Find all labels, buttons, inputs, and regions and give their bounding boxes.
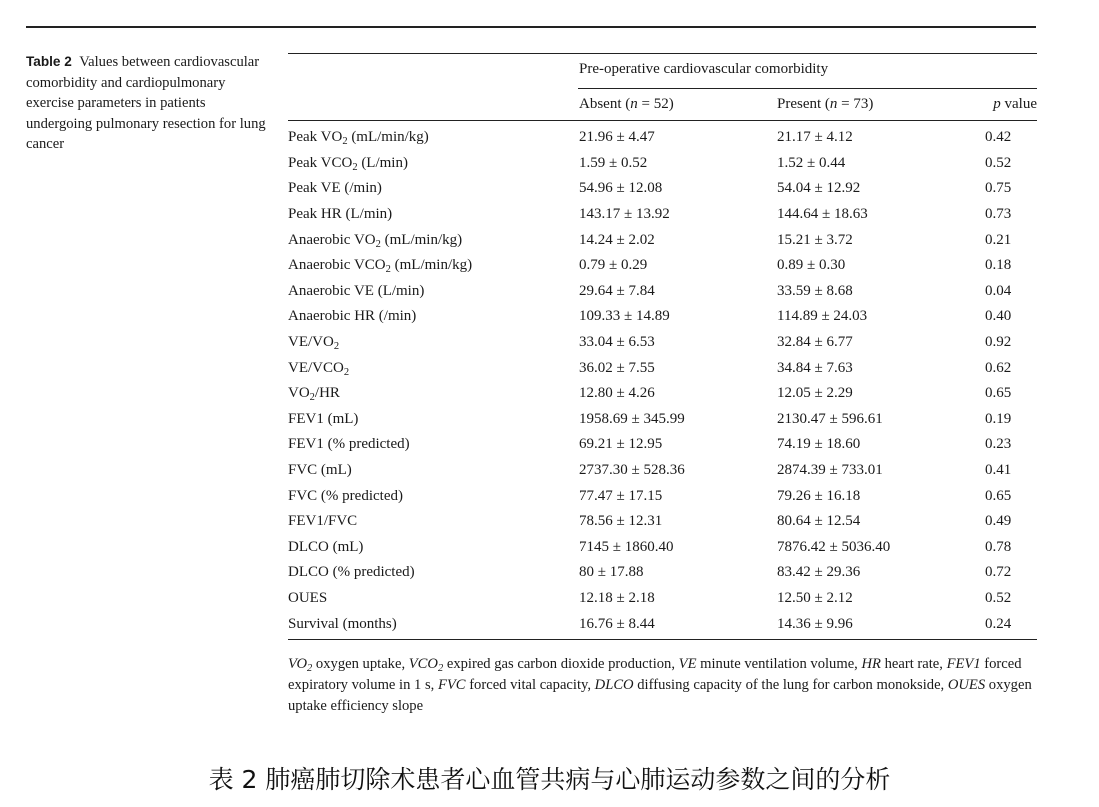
p-value-cell: 0.52: [985, 589, 1012, 606]
table-row: [288, 304, 1037, 330]
table-row: [288, 202, 1037, 228]
table-row: [288, 407, 1037, 433]
p-value-cell: 0.92: [985, 334, 1012, 351]
p-value-cell: 0.42: [985, 129, 1012, 146]
present-value-cell: 2874.39 ± 733.01: [777, 462, 883, 479]
absent-value-cell: 2737.30 ± 528.36: [579, 462, 685, 479]
present-value-cell: 83.42 ± 29.36: [777, 564, 861, 581]
present-value-cell: 2130.47 ± 596.61: [777, 410, 883, 427]
present-value-cell: 14.36 ± 9.96: [777, 615, 853, 632]
present-value-cell: 32.84 ± 6.77: [777, 334, 853, 351]
table-caption: [26, 52, 266, 155]
p-value-cell: 0.23: [985, 436, 1012, 453]
parameter-cell: Survival (months): [288, 615, 397, 632]
p-value-cell: 0.65: [985, 385, 1012, 402]
parameter-cell: DLCO (% predicted): [288, 564, 415, 581]
absent-value-cell: 16.76 ± 8.44: [579, 615, 655, 632]
table-row: [288, 560, 1037, 586]
parameter-cell: Peak VE (/min): [288, 180, 382, 197]
absent-value-cell: 14.24 ± 2.02: [579, 231, 655, 248]
absent-value-cell: 29.64 ± 7.84: [579, 282, 655, 299]
table-body: [288, 121, 1037, 639]
table-row: [288, 586, 1037, 612]
table-row: [288, 509, 1037, 535]
present-value-cell: 12.50 ± 2.12: [777, 589, 853, 606]
present-value-cell: 80.64 ± 12.54: [777, 513, 861, 530]
absent-header: Absent (n = 52): [579, 96, 674, 112]
present-value-cell: 12.05 ± 2.29: [777, 385, 853, 402]
table-row: [288, 381, 1037, 407]
absent-value-cell: 77.47 ± 17.15: [579, 487, 663, 504]
table-row: [288, 279, 1037, 305]
table-row: [288, 330, 1037, 356]
absent-value-cell: 7145 ± 1860.40: [579, 538, 674, 555]
p-value-header: p value: [993, 96, 1037, 112]
present-value-cell: 34.84 ± 7.63: [777, 359, 853, 376]
table-label: Table 2: [26, 54, 72, 69]
p-value-cell: 0.49: [985, 513, 1012, 530]
present-value-cell: 114.89 ± 24.03: [777, 308, 868, 325]
p-value-cell: 0.41: [985, 462, 1012, 479]
p-value-cell: 0.72: [985, 564, 1012, 581]
parameter-cell: Peak $VCO_2$ (L/min): [288, 154, 408, 173]
parameter-cell: Anaerobic $VO_2$ (mL/min/kg): [288, 231, 463, 250]
table-row: [288, 432, 1037, 458]
absent-value-cell: 54.96 ± 12.08: [579, 180, 663, 197]
table-row: [288, 151, 1037, 177]
absent-value-cell: 33.04 ± 6.53: [579, 334, 655, 351]
present-value-cell: 54.04 ± 12.92: [777, 180, 861, 197]
page-top-rule: [26, 26, 1036, 28]
chinese-caption: 表 2 肺癌肺切除术患者心血管共病与心肺运动参数之间的分析: [208, 765, 891, 794]
p-value-cell: 0.18: [985, 257, 1012, 274]
p-value-cell: 0.78: [985, 538, 1012, 555]
absent-value-cell: 0.79 ± 0.29: [579, 257, 648, 274]
p-value-cell: 0.04: [985, 282, 1012, 299]
p-value-cell: 0.52: [985, 154, 1012, 171]
present-value-cell: 74.19 ± 18.60: [777, 436, 861, 453]
spanner-header: Pre-operative cardiovascular comorbidity: [579, 61, 829, 77]
absent-value-cell: 143.17 ± 13.92: [579, 206, 670, 223]
absent-value-cell: 69.21 ± 12.95: [579, 436, 663, 453]
parameter-cell: Peak $VO_2$ (mL/min/kg): [288, 129, 429, 148]
absent-value-cell: 21.96 ± 4.47: [579, 129, 655, 146]
p-value-cell: 0.24: [985, 615, 1012, 632]
parameter-cell: FVC (mL): [288, 462, 352, 479]
p-value-cell: 0.40: [985, 308, 1012, 325]
parameter-cell: FEV1 (% predicted): [288, 436, 410, 453]
table-row: [288, 483, 1037, 509]
present-value-cell: 7876.42 ± 5036.40: [777, 538, 891, 555]
p-value-cell: 0.73: [985, 206, 1012, 223]
p-value-cell: 0.21: [985, 231, 1012, 248]
absent-value-cell: 80 ± 17.88: [579, 564, 644, 581]
present-value-cell: 144.64 ± 18.63: [777, 206, 868, 223]
present-value-cell: 33.59 ± 8.68: [777, 282, 853, 299]
absent-value-cell: 78.56 ± 12.31: [579, 513, 663, 530]
table-row: [288, 535, 1037, 561]
parameter-cell: FEV1/FVC: [288, 513, 358, 530]
parameter-cell: $VE/VCO_2$: [288, 359, 350, 378]
parameter-cell: $VO_2/HR$: [288, 385, 340, 404]
table-row: [288, 253, 1037, 279]
parameter-cell: Anaerobic $VCO_2$ (mL/min/kg): [288, 257, 473, 276]
p-value-cell: 0.75: [985, 180, 1012, 197]
p-value-cell: 0.19: [985, 410, 1012, 427]
present-value-cell: 1.52 ± 0.44: [777, 154, 846, 171]
p-value-cell: 0.65: [985, 487, 1012, 504]
table-row: [288, 355, 1037, 381]
table-footnote: $VO_2$ oxygen uptake, $VCO_2$ expired gas carbon dioxide production, VE minute ventilation volume, HR heart rate, FEV1 forced expiratory volume in 1 s, FVC forced vital capacity, DLCO diffusing capacity of the lung for carbon monokside, OUES oxygen uptake efficiency slope: [288, 656, 1032, 714]
present-value-cell: 79.26 ± 16.18: [777, 487, 861, 504]
results-table: [288, 53, 1037, 640]
absent-value-cell: 12.18 ± 2.18: [579, 589, 655, 606]
absent-value-cell: 12.80 ± 4.26: [579, 385, 655, 402]
table-row: [288, 176, 1037, 202]
absent-value-cell: 1958.69 ± 345.99: [579, 410, 685, 427]
table-row: [288, 227, 1037, 253]
present-value-cell: 15.21 ± 3.72: [777, 231, 853, 248]
table-caption-text: Values between cardiovascular comorbidity and cardiopulmonary exercise parameters in patients undergoing pulmonary resection for lung cancer: [26, 54, 266, 153]
parameter-cell: Anaerobic HR (/min): [288, 308, 417, 325]
absent-value-cell: 1.59 ± 0.52: [579, 154, 648, 171]
parameter-cell: OUES: [288, 589, 328, 606]
present-value-cell: 0.89 ± 0.30: [777, 257, 846, 274]
table-row: [288, 611, 1037, 637]
absent-value-cell: 109.33 ± 14.89: [579, 308, 670, 325]
parameter-cell: FEV1 (mL): [288, 410, 359, 427]
present-header: Present (n = 73): [777, 96, 874, 112]
table-row: [288, 458, 1037, 484]
present-value-cell: 21.17 ± 4.12: [777, 129, 853, 146]
column-header-row: [288, 89, 1037, 120]
parameter-cell: $VE/VO_2$: [288, 334, 340, 353]
table-row: [288, 125, 1037, 151]
parameter-cell: Anaerobic VE (L/min): [288, 282, 425, 299]
parameter-cell: Peak HR (L/min): [288, 206, 393, 223]
absent-value-cell: 36.02 ± 7.55: [579, 359, 655, 376]
parameter-cell: DLCO (mL): [288, 538, 364, 555]
table-bottom-rule: [288, 639, 1037, 640]
p-value-cell: 0.62: [985, 359, 1012, 376]
parameter-cell: FVC (% predicted): [288, 487, 403, 504]
